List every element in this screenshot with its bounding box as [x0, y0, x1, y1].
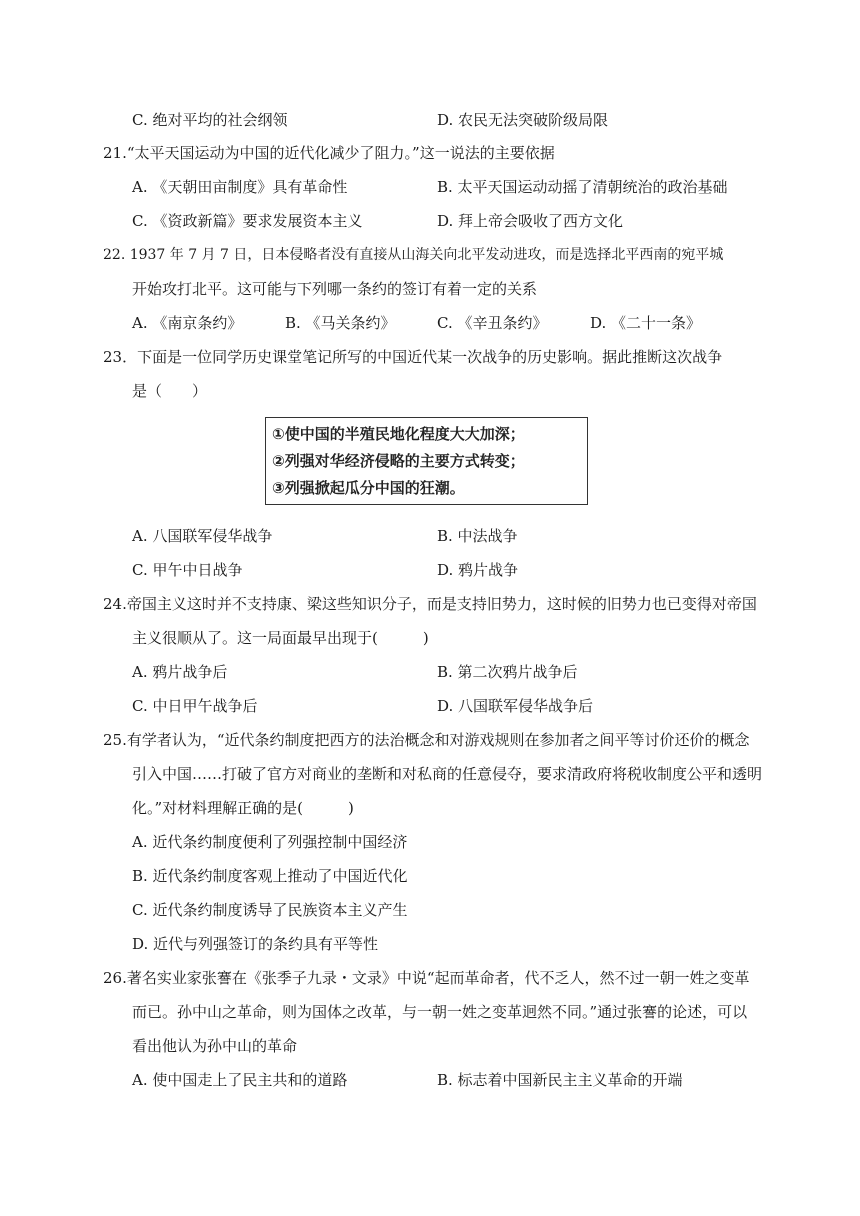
- q24-option-c: C. 中日甲午战争后: [132, 697, 258, 715]
- q23-note-3: ③列强掀起瓜分中国的狂潮。: [272, 479, 465, 497]
- q22-stem-line1: 22. 1937 年 7 月 7 日，日本侵略者没有直接从山海关向北平发动进攻，而是选择北平西南的宛平城: [103, 247, 724, 263]
- q20-option-d: D. 农民无法突破阶级局限: [437, 111, 609, 129]
- q25-stem-line1: 25.有学者认为，“近代条约制度把西方的法治概念和对游戏规则在参加者之间平等讨价还价的概念: [103, 731, 750, 749]
- q25-stem-line2: 引入中国……打破了官方对商业的垄断和对私商的任意侵夺，要求清政府将税收制度公平和透明: [132, 765, 763, 783]
- q21-option-b: B. 太平天国运动动摇了清朝统治的政治基础: [437, 178, 728, 196]
- q23-notes-box: [265, 417, 588, 505]
- q26-option-b: B. 标志着中国新民主主义革命的开端: [437, 1071, 683, 1089]
- q23-note-2: ②列强对华经济侵略的主要方式转变；: [272, 452, 525, 470]
- q22-stem-line2: 开始攻打北平。这可能与下列哪一条约的签订有着一定的关系: [132, 280, 538, 298]
- q21-option-c: C. 《资政新篇》要求发展资本主义: [132, 212, 363, 230]
- q22-option-a: A. 《南京条约》: [132, 314, 243, 332]
- q24-option-a: A. 鸦片战争后: [132, 663, 228, 681]
- q25-option-d: D. 近代与列强签订的条约具有平等性: [132, 935, 379, 953]
- q24-stem-line1: 24.帝国主义这时并不支持康、梁这些知识分子，而是支持旧势力，这时候的旧势力也已变得对帝国: [103, 595, 757, 613]
- q22-option-c: C. 《辛丑条约》: [437, 314, 548, 332]
- q20-option-c: C. 绝对平均的社会纲领: [132, 111, 288, 129]
- q25-option-a: A. 近代条约制度便利了列强控制中国经济: [132, 833, 408, 851]
- q23-note-1: ①使中国的半殖民地化程度大大加深；: [272, 425, 525, 443]
- q26-stem-line1: 26.著名实业家张謇在《张季子九录・文录》中说“起而革命者，代不乏人，然不过一朝一姓之变革: [103, 969, 750, 987]
- q25-option-c: C. 近代条约制度诱导了民族资本主义产生: [132, 901, 408, 919]
- q23-option-c: C. 甲午中日战争: [132, 561, 243, 579]
- q23-option-b: B. 中法战争: [437, 527, 518, 545]
- q24-stem-line2: 主义很顺从了。这一局面最早出现于( ): [132, 629, 429, 647]
- q23-option-a: A. 八国联军侵华战争: [132, 527, 273, 545]
- q24-option-b: B. 第二次鸦片战争后: [437, 663, 578, 681]
- q21-option-d: D. 拜上帝会吸收了西方文化: [437, 212, 624, 230]
- q26-stem-line3: 看出他认为孙中山的革命: [132, 1037, 298, 1055]
- q26-option-a: A. 使中国走上了民主共和的道路: [132, 1071, 348, 1089]
- q24-option-d: D. 八国联军侵华战争后: [437, 697, 594, 715]
- q23-stem-line2: 是（ ）: [132, 382, 208, 400]
- q21-stem: 21.“太平天国运动为中国的近代化减少了阻力。”这一说法的主要依据: [103, 144, 555, 162]
- q22-option-b: B. 《马关条约》: [285, 314, 396, 332]
- q21-option-a: A. 《天朝田亩制度》具有革命性: [132, 178, 348, 196]
- q26-stem-line2: 而已。孙中山之革命，则为国体之改革，与一朝一姓之变革迥然不同。”通过张謇的论述，可以: [132, 1003, 748, 1021]
- q25-option-b: B. 近代条约制度客观上推动了中国近代化: [132, 867, 408, 885]
- q23-stem-line1: 23．下面是一位同学历史课堂笔记所写的中国近代某一次战争的历史影响。据此推断这次战争: [103, 348, 723, 366]
- q22-option-d: D. 《二十一条》: [590, 314, 702, 332]
- q23-option-d: D. 鸦片战争: [437, 561, 519, 579]
- q25-stem-line3: 化。”对材料理解正确的是( ): [132, 799, 354, 817]
